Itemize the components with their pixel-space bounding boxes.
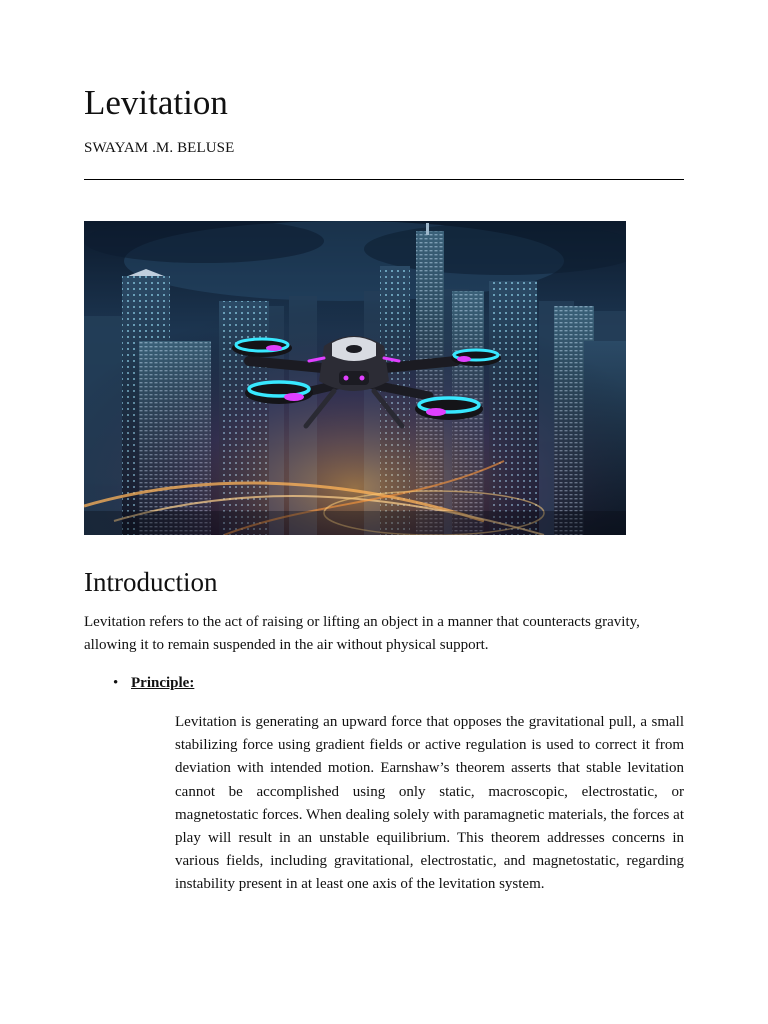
- document-title: Levitation: [84, 83, 228, 122]
- title-divider: [84, 179, 684, 180]
- introduction-heading: Introduction: [84, 567, 218, 597]
- principle-paragraph: Levitation is generating an upward force that opposes the gravitational pull, a small stabilizing force using gradient fields or active regulation is used to correct it from deviation with intended motion. Earnshaw’s theorem asserts that stable levitation cannot be accomplished using only static, macroscopic, electrostatic, or magnetostatic forces. When dealing solely with paramagnetic materials, the forces at play will result in an unstable equilibrium. This theorem addresses concerns in various fields, including gravitational, electrostatic, and magnetostatic, regarding instability present in at least one axis of the levitation system.: [175, 714, 684, 893]
- introduction-paragraph: Levitation refers to the act of raising or lifting an object in a manner that counteracts gravity, allowing it to remain suspended in the air without physical support.: [84, 614, 640, 653]
- author-name: SWAYAM .M. BELUSE: [84, 140, 235, 156]
- principle-label: Principle:: [131, 675, 195, 691]
- bullet-dot-icon: •: [113, 675, 119, 691]
- hero-image: [84, 221, 626, 535]
